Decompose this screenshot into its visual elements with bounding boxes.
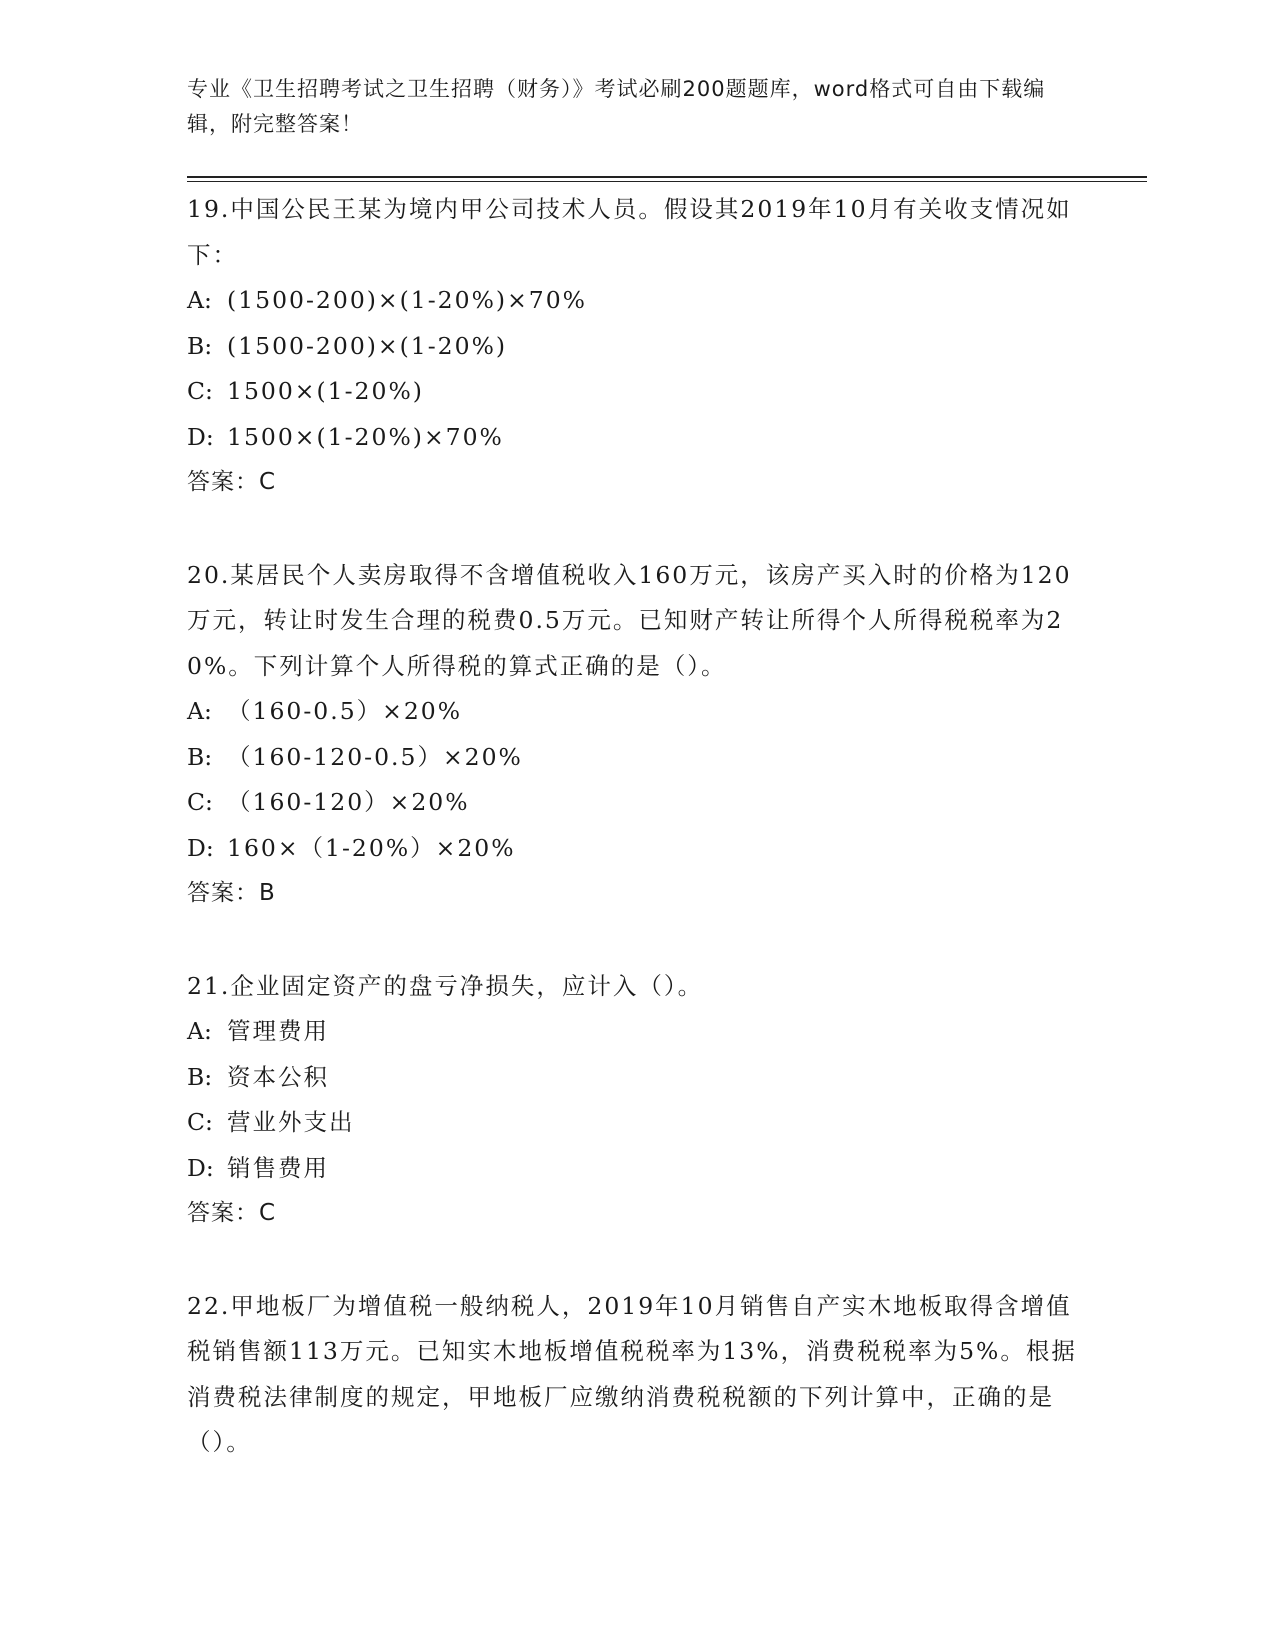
page-header: 专业《卫生招聘考试之卫生招聘（财务）》考试必刷200题题库，word格式可自由下载编辑，附完整答案！ (187, 77, 1046, 136)
option-letter: C: (187, 788, 213, 816)
option-text: （160-120-0.5）×20% (227, 742, 523, 771)
option-a (187, 1009, 1087, 1055)
answer-line: 答案：C (187, 469, 277, 495)
option-letter: B: (187, 1062, 213, 1091)
option-d (187, 415, 1087, 461)
answer-line: 答案：B (187, 880, 276, 906)
option-text: (1500-200)×(1-20%) (227, 331, 508, 360)
option-letter: A: (187, 286, 212, 314)
option-text: 1500×(1-20%)×70% (227, 422, 504, 451)
question-stem: 22.甲地板厂为增值税一般纳税人，2019年10月销售自产实木地板取得含增值税销售额113万元。已知实木地板增值税税率为13%，消费税税率为5%。根据消费税法律制度的规定，甲地板厂应缴纳消费税税额的下列计算中，正确的是（）。 (187, 1291, 1077, 1456)
question-stem: 21.企业固定资产的盘亏净损失，应计入（）。 (187, 971, 704, 1000)
question-stem: 19.中国公民王某为境内甲公司技术人员。假设其2019年10月有关收支情况如下： (187, 195, 1072, 269)
option-text: 资本公积 (227, 1062, 329, 1091)
question-list (187, 187, 1087, 1513)
option-text: 销售费用 (227, 1153, 329, 1182)
option-letter: C: (187, 1108, 213, 1136)
option-c (187, 780, 1087, 826)
question-20 (187, 553, 1087, 917)
option-letter: A: (187, 1017, 212, 1045)
header-rule-thick (187, 176, 1147, 178)
question-19 (187, 187, 1087, 506)
question-22 (187, 1284, 1087, 1466)
option-text: 营业外支出 (227, 1108, 355, 1136)
option-a (187, 278, 1087, 324)
option-b (187, 735, 1087, 781)
option-text: （160-120）×20% (227, 788, 470, 816)
option-letter: A: (187, 697, 212, 725)
option-d (187, 1146, 1087, 1192)
option-c (187, 369, 1087, 415)
header-rule-thin (187, 181, 1147, 182)
answer-line: 答案：C (187, 1200, 277, 1226)
option-text: 160×（1-20%）×20% (227, 833, 516, 862)
option-letter: B: (187, 331, 213, 360)
question-stem: 20.某居民个人卖房取得不含增值税收入160万元，该房产买入时的价格为120万元，转让时发生合理的税费0.5万元。已知财产转让所得个人所得税税率为20%。下列计算个人所得税的算式正确的是（）。 (187, 560, 1072, 680)
question-21 (187, 964, 1087, 1237)
option-letter: D: (187, 1153, 214, 1182)
option-letter: D: (187, 833, 214, 862)
option-c (187, 1100, 1087, 1146)
option-text: 管理费用 (227, 1017, 329, 1045)
option-text: 1500×(1-20%) (227, 377, 424, 405)
option-a (187, 689, 1087, 735)
option-b (187, 1055, 1087, 1101)
option-letter: D: (187, 422, 214, 451)
option-d (187, 826, 1087, 872)
option-text: (1500-200)×(1-20%)×70% (227, 286, 588, 314)
option-letter: C: (187, 377, 213, 405)
option-text: （160-0.5）×20% (227, 697, 463, 725)
option-b (187, 324, 1087, 370)
option-letter: B: (187, 742, 213, 771)
